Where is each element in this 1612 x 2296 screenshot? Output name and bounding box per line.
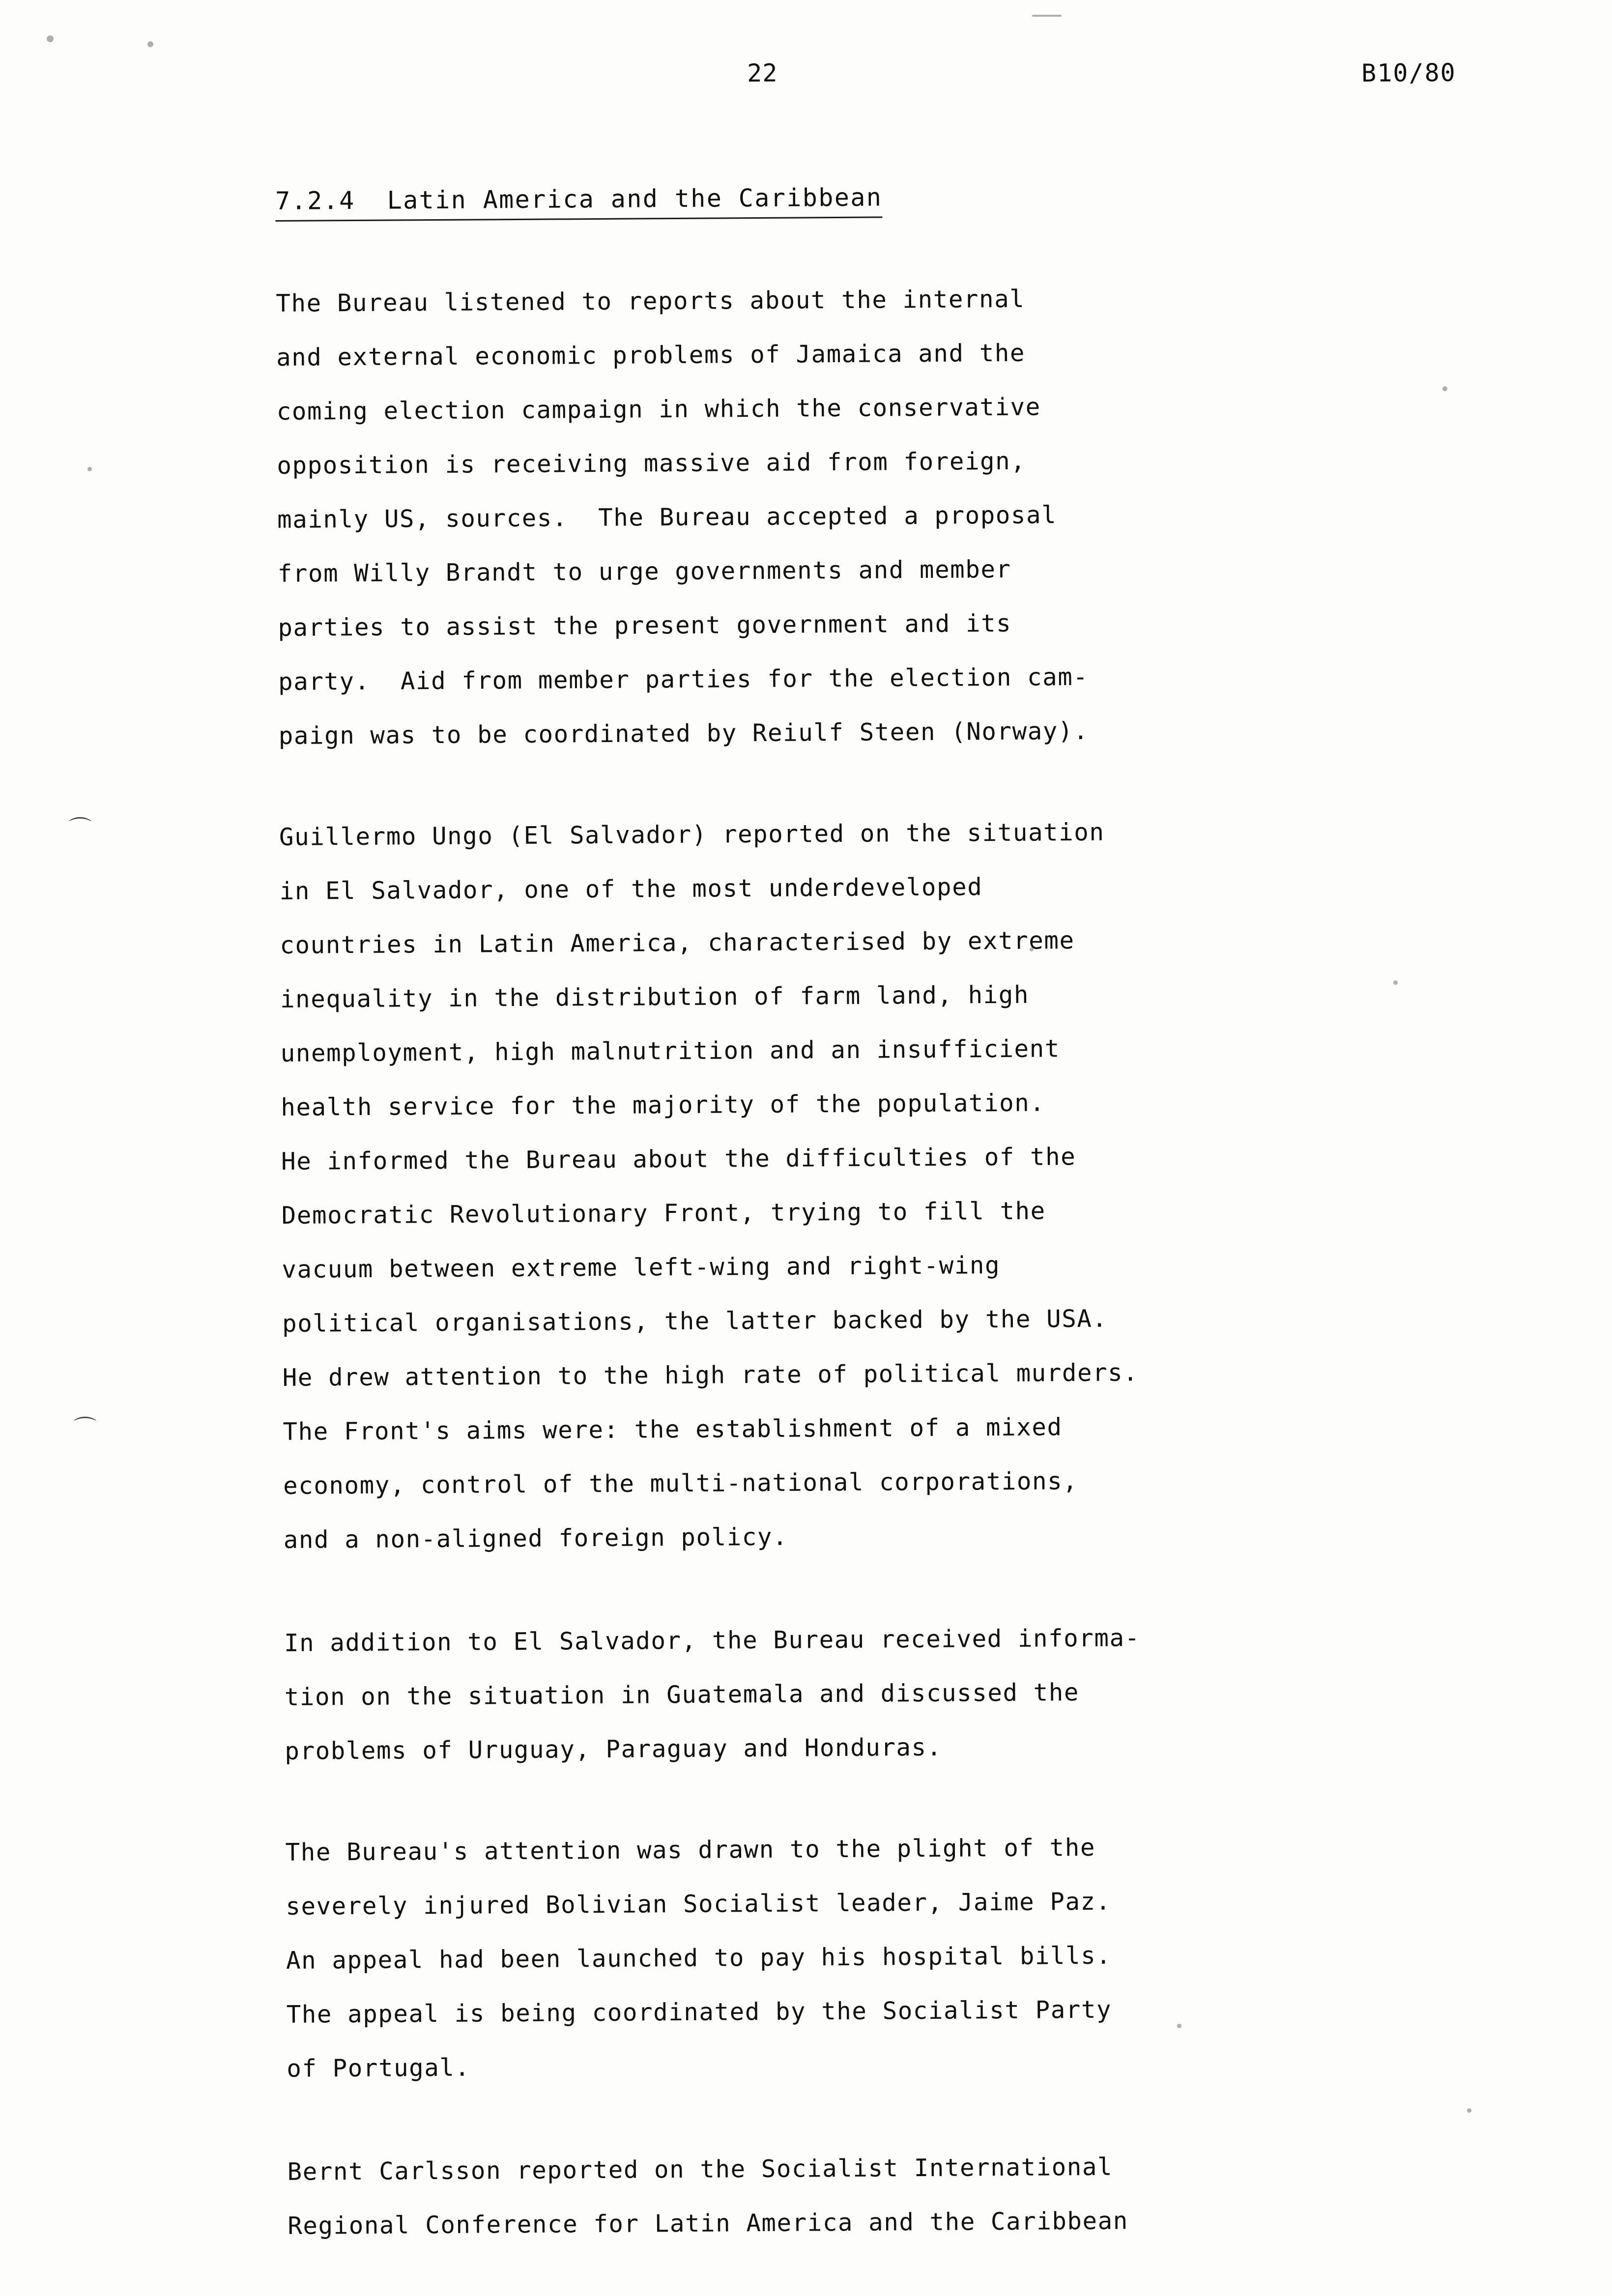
paragraph-jamaica: The Bureau listened to reports about the internal and external economic problems of Jamaica and the coming election campaign in which the conservative opposition is receiving massive aid from foreign, mainly US, sources. The Bureau accepted a proposal from Willy Brandt to urge governments and member parties to assist the present government and its party. Aid from member parties for the election cam- paign was to be coordinated by Reiulf Steen (Norway).: [276, 285, 1089, 750]
scan-speck: [1032, 15, 1062, 17]
paragraph-bolivia: The Bureau's attention was drawn to the plight of the severely injured Bolivian Socialist leader, Jaime Paz. An appeal had been launched to pay his hospital bills. The appeal is being coordinated by the Socialist Party of Portugal.: [285, 1833, 1112, 2083]
margin-mark: ⌒: [69, 815, 91, 842]
page-number: 22: [747, 58, 778, 87]
section-heading: 7.2.4 Latin America and the Caribbean: [275, 183, 883, 222]
margin-mark: ⌒: [74, 1415, 96, 1441]
scan-speck: [87, 467, 92, 471]
paragraph-carlsson: Bernt Carlsson reported on the Socialist International Regional Conference for Latin America and the Caribbean: [287, 2152, 1129, 2240]
paragraph-el-salvador: Guillermo Ungo (El Salvador) reported on the situation in El Salvador, one of the most underdeveloped countries in Latin America, characterised by extreme inequality in the distribution of farm land, high unemployment, high malnutrition and an insufficient health service for the majority of the population. He informed the Bureau about the difficulties of the Democratic Revolutionary Front, trying to fill the vacuum between extreme left-wing and right-wing political organisations, the latter backed by the USA. He drew attention to the high rate of political murders. The Front's aims were: the establishment of a mixed economy, control of the multi-national corporations, and a non-aligned foreign policy.: [279, 818, 1139, 1554]
document-body: [275, 179, 1477, 2253]
paragraph-guatemala: In addition to El Salvador, the Bureau received informa- tion on the situation in Guatemala and discussed the problems of Uruguay, Paraguay and Honduras.: [284, 1624, 1140, 1765]
document-code: B10/80: [1361, 58, 1456, 87]
scan-speck: [147, 41, 153, 47]
scan-speck: [47, 35, 54, 42]
